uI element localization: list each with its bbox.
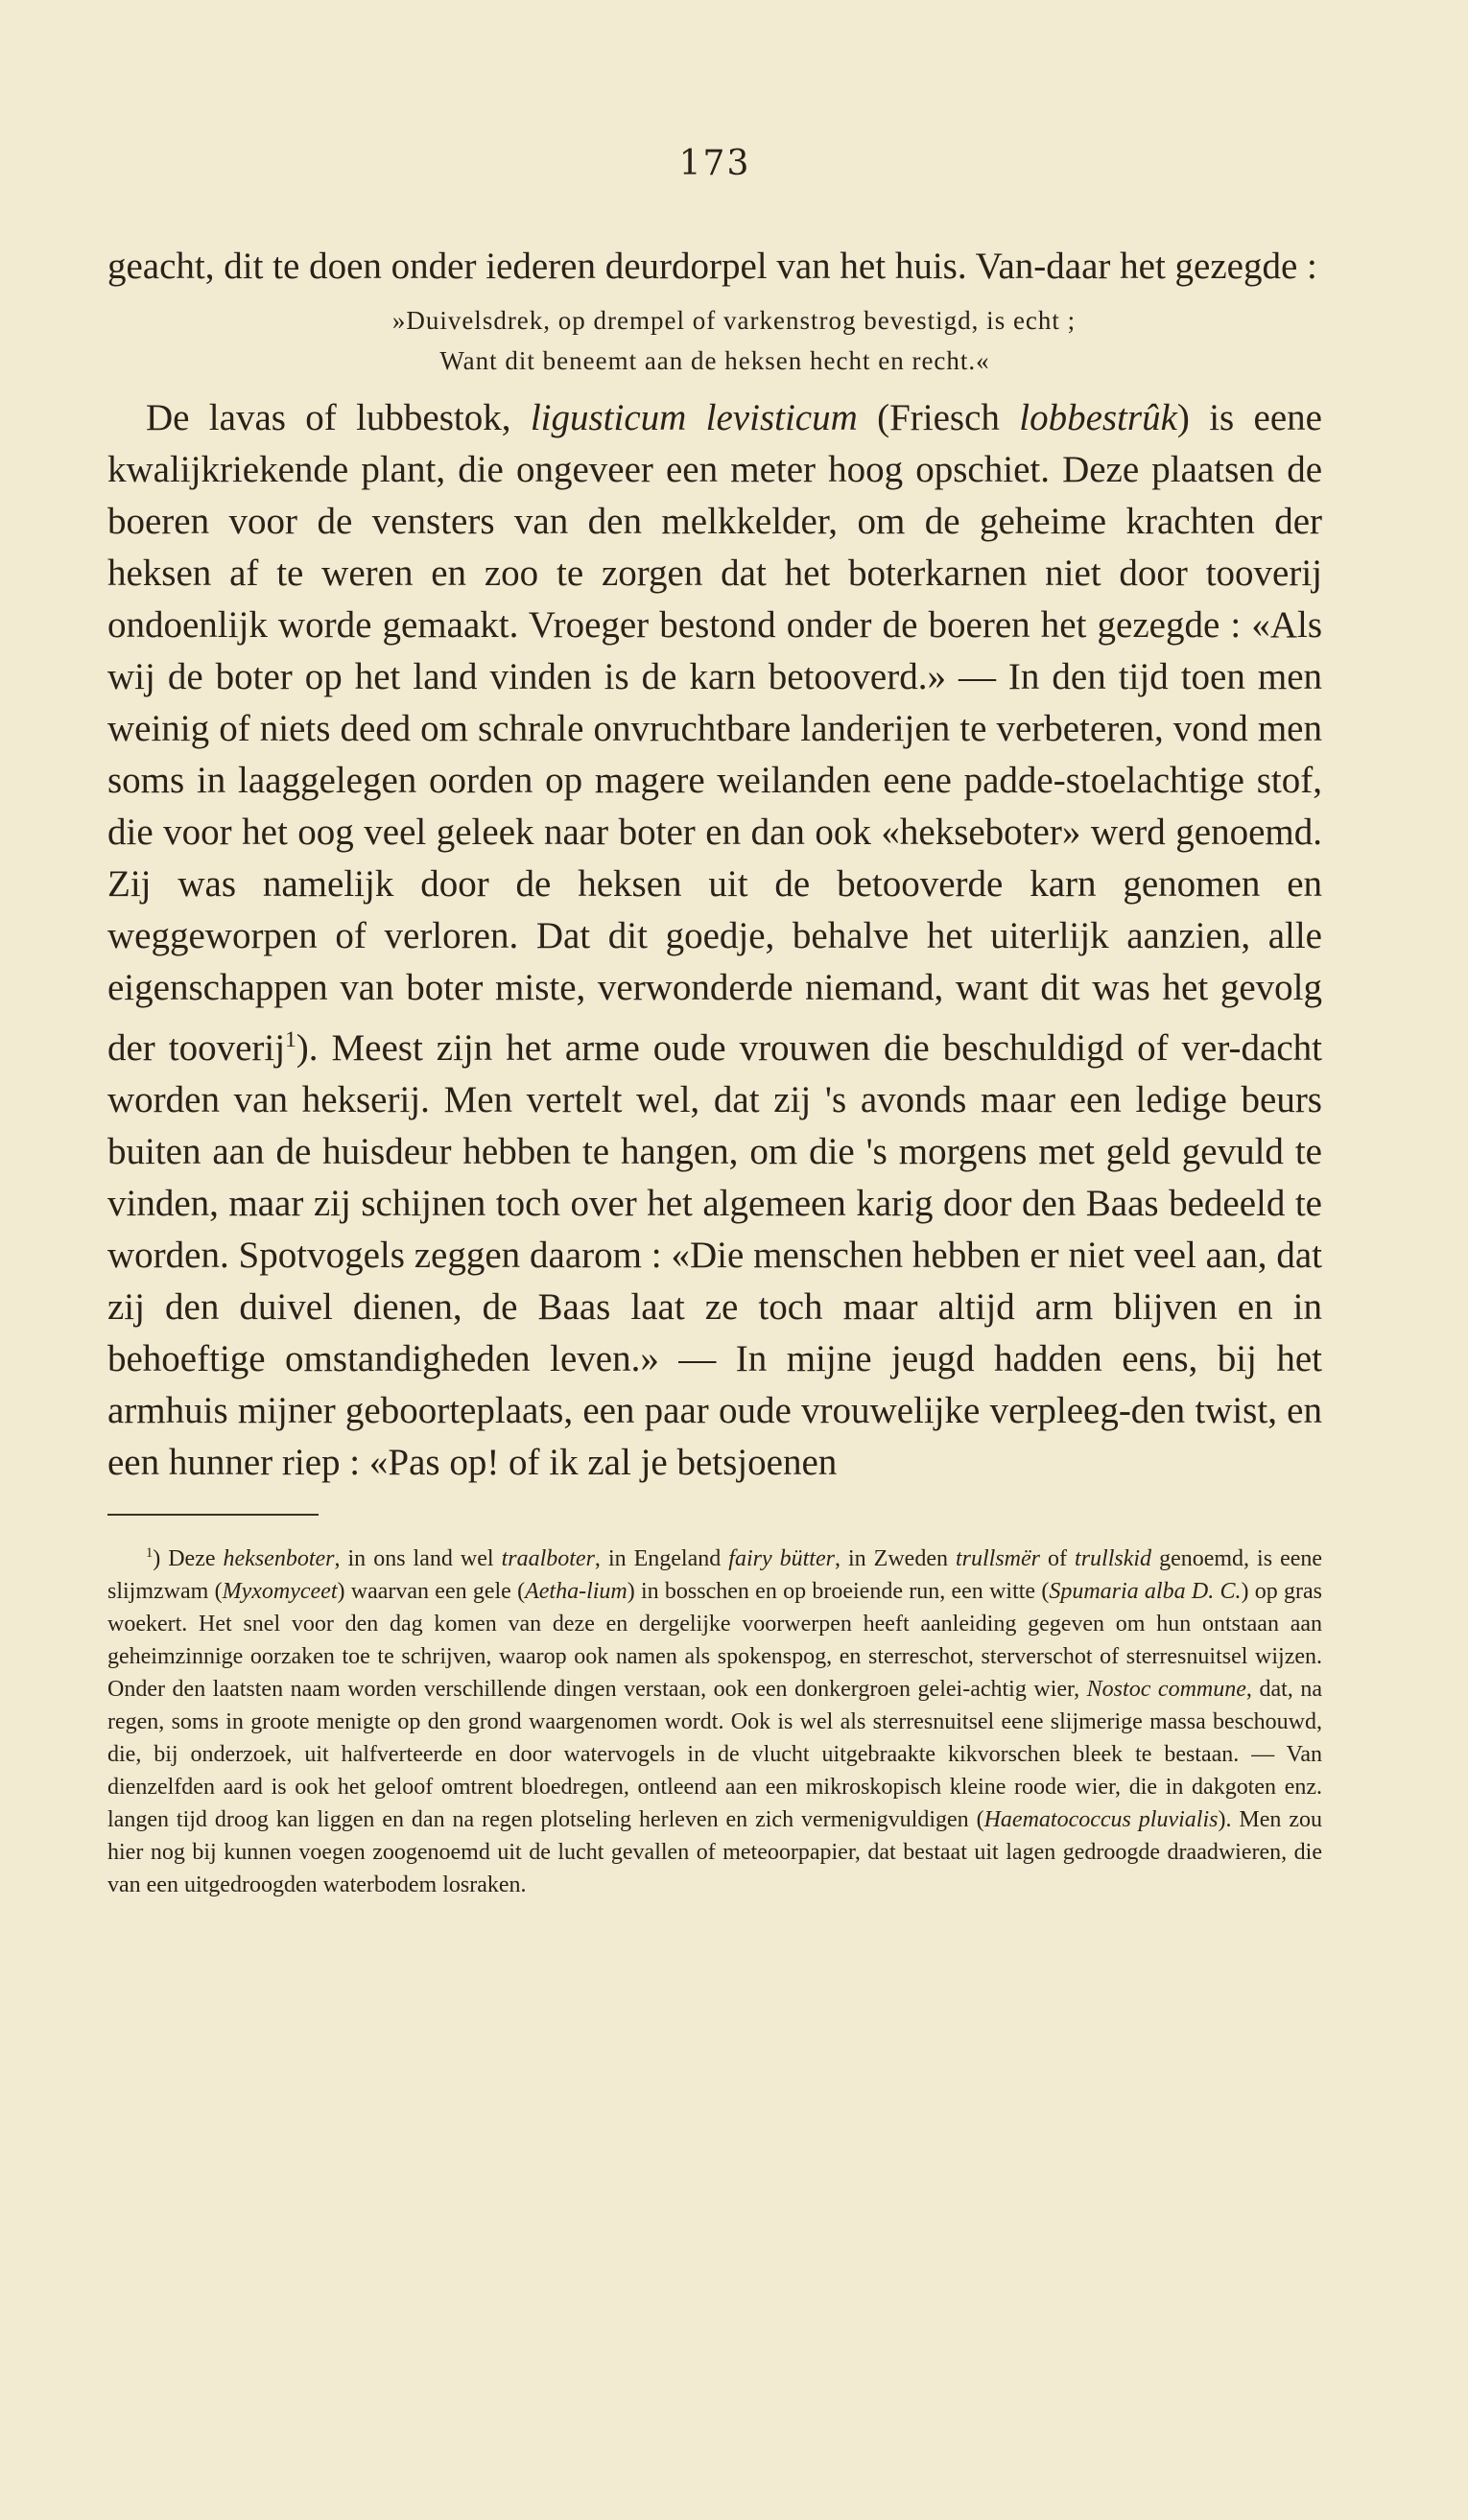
footnote-divider — [107, 1514, 319, 1516]
text-run: (Friesch — [857, 397, 1020, 438]
text-run: ) in bosschen en op broeiende run, een witte ( — [627, 1579, 1050, 1604]
text-run: , in ons land wel — [334, 1546, 502, 1571]
italic-term: trullskid — [1075, 1546, 1152, 1571]
verse-quote — [107, 300, 1322, 381]
text-run: De lavas of lubbestok, — [146, 397, 531, 438]
verse-line-2: Want dit beneemt aan de heksen hecht en recht.« — [439, 346, 990, 375]
text-run: ) waarvan een gele ( — [337, 1579, 526, 1604]
italic-term: traalboter — [501, 1546, 595, 1571]
italic-term: fairy bütter — [728, 1546, 835, 1571]
footnote — [107, 1537, 1322, 1901]
footnote-mark: 1 — [146, 1545, 154, 1561]
latin-name: ligusticum levisticum — [530, 397, 858, 438]
italic-term: heksenboter — [223, 1546, 335, 1571]
text-run: ) op gras woekert. Het snel voor den dag komen van deze en dergelijke voorwerpen heeft aanleiding gegeven om hun ontstaan aan geheimzinnige oorzaken toe te schrijven, waarop ook namen als spokenspog, en sterreschot, sterverschot of sterresnuitsel wijzen. Onder den laatsten naam worden verschillende dingen verstaan, ook een donkergroen gelei-achtig wier, — [107, 1579, 1322, 1702]
italic-term: Myxomyceet — [222, 1579, 338, 1604]
text-run: , in Zweden — [834, 1546, 956, 1571]
text-run: , dat, na regen, soms in groote menigte op den grond waargenomen wordt. Ook is wel als sterresnuitsel eene slijmerige massa beschouwd, die, bij onderzoek, uit halfverteerde en door watervogels in de vlucht uitgebraakte kikvorschen bleek te bestaan. — Van dienzelfden aard is ook het geloof omtrent bloedregen, ontleend aan een mikroskopisch kleine roode wier, die in dakgoten enz. langen tijd droog kan liggen en dan na regen plotseling herleven en zich vermenigvuldigen ( — [107, 1677, 1323, 1832]
text-run: of — [1040, 1546, 1076, 1571]
page-number: 173 — [678, 144, 751, 183]
paragraph-continued: geacht, dit te doen onder iederen deurdorpel van het huis. Van-daar het gezegde : — [107, 246, 1317, 287]
text-run: ) Deze — [153, 1546, 224, 1571]
text-run: , in Engeland — [594, 1546, 729, 1571]
italic-term: Spumaria alba D. C. — [1049, 1579, 1242, 1604]
paragraph-lavas — [107, 392, 1322, 1489]
text-run: ) is eene kwalijkriekende plant, die ongeveer een meter hoog opschiet. Deze plaatsen de boeren voor de vensters van den melkkelder, om de geheime krachten der heksen af te weren en zoo te zorgen dat het boterkarnen niet door tooverij ondoenlijk worde gemaakt. Vroeger bestond onder de boeren het gezegde : «Als wij de boter op het land vinden is de karn betooverd.» — In den tijd toen men weinig of niets deed om schrale onvruchtbare landerijen te verbeteren, vond men soms in laaggelegen oorden op magere weilanden eene padde-stoelachtige stof, die voor het oog veel geleek naar boter en dan ook «hekseboter» werd genoemd. Zij was namelijk door de heksen uit de betooverde karn genomen en weggeworpen of verloren. Dat dit goedje, behalve het uiterlijk aanzien, alle eigenschappen van boter miste, verwonderde niemand, want dit was het gevolg der tooverij — [107, 397, 1322, 1069]
frisian-name: lobbestrûk — [1019, 397, 1177, 438]
text-run: genoemd, is eene slijmzwam ( — [107, 1546, 1323, 1604]
verse-line-1: »Duivelsdrek, op drempel of varkenstrog bevestigd, is echt ; — [391, 306, 1077, 335]
footnote-reference: 1 — [285, 1027, 296, 1052]
italic-term: trullsmër — [955, 1546, 1040, 1571]
text-run: ). Meest zijn het arme oude vrouwen die beschuldigd of ver-dacht worden van hekserij. Men vertelt wel, dat zij 's avonds maar een ledige beurs buiten aan de huisdeur hebben te hangen, om die 's morgens met geld gevuld te vinden, maar zij schijnen toch over het algemeen karig door den Baas bedeeld te worden. Spotvogels zeggen daarom : «Die menschen hebben er niet veel aan, dat zij den duivel dienen, de Baas laat ze toch maar altijd arm blijven en in behoeftige omstandigheden leven.» — In mijne jeugd hadden eens, bij het armhuis mijner geboorteplaats, een paar oude vrouwelijke verpleeg-den twist, en een hunner riep : «Pas op! of ik zal je betsjoenen — [107, 1027, 1322, 1483]
italic-term: Haematococcus pluvialis — [983, 1807, 1219, 1832]
italic-term: Nostoc commune — [1086, 1677, 1246, 1702]
text-run: ). Men zou hier nog bij kunnen voegen zoogenoemd uit de lucht gevallen of meteoorpapier, dat bestaat uit lagen gedroogde draadwieren, die van een uitgedroogden waterbodem losraken. — [107, 1807, 1322, 1897]
italic-term: Aetha-lium — [525, 1579, 627, 1604]
